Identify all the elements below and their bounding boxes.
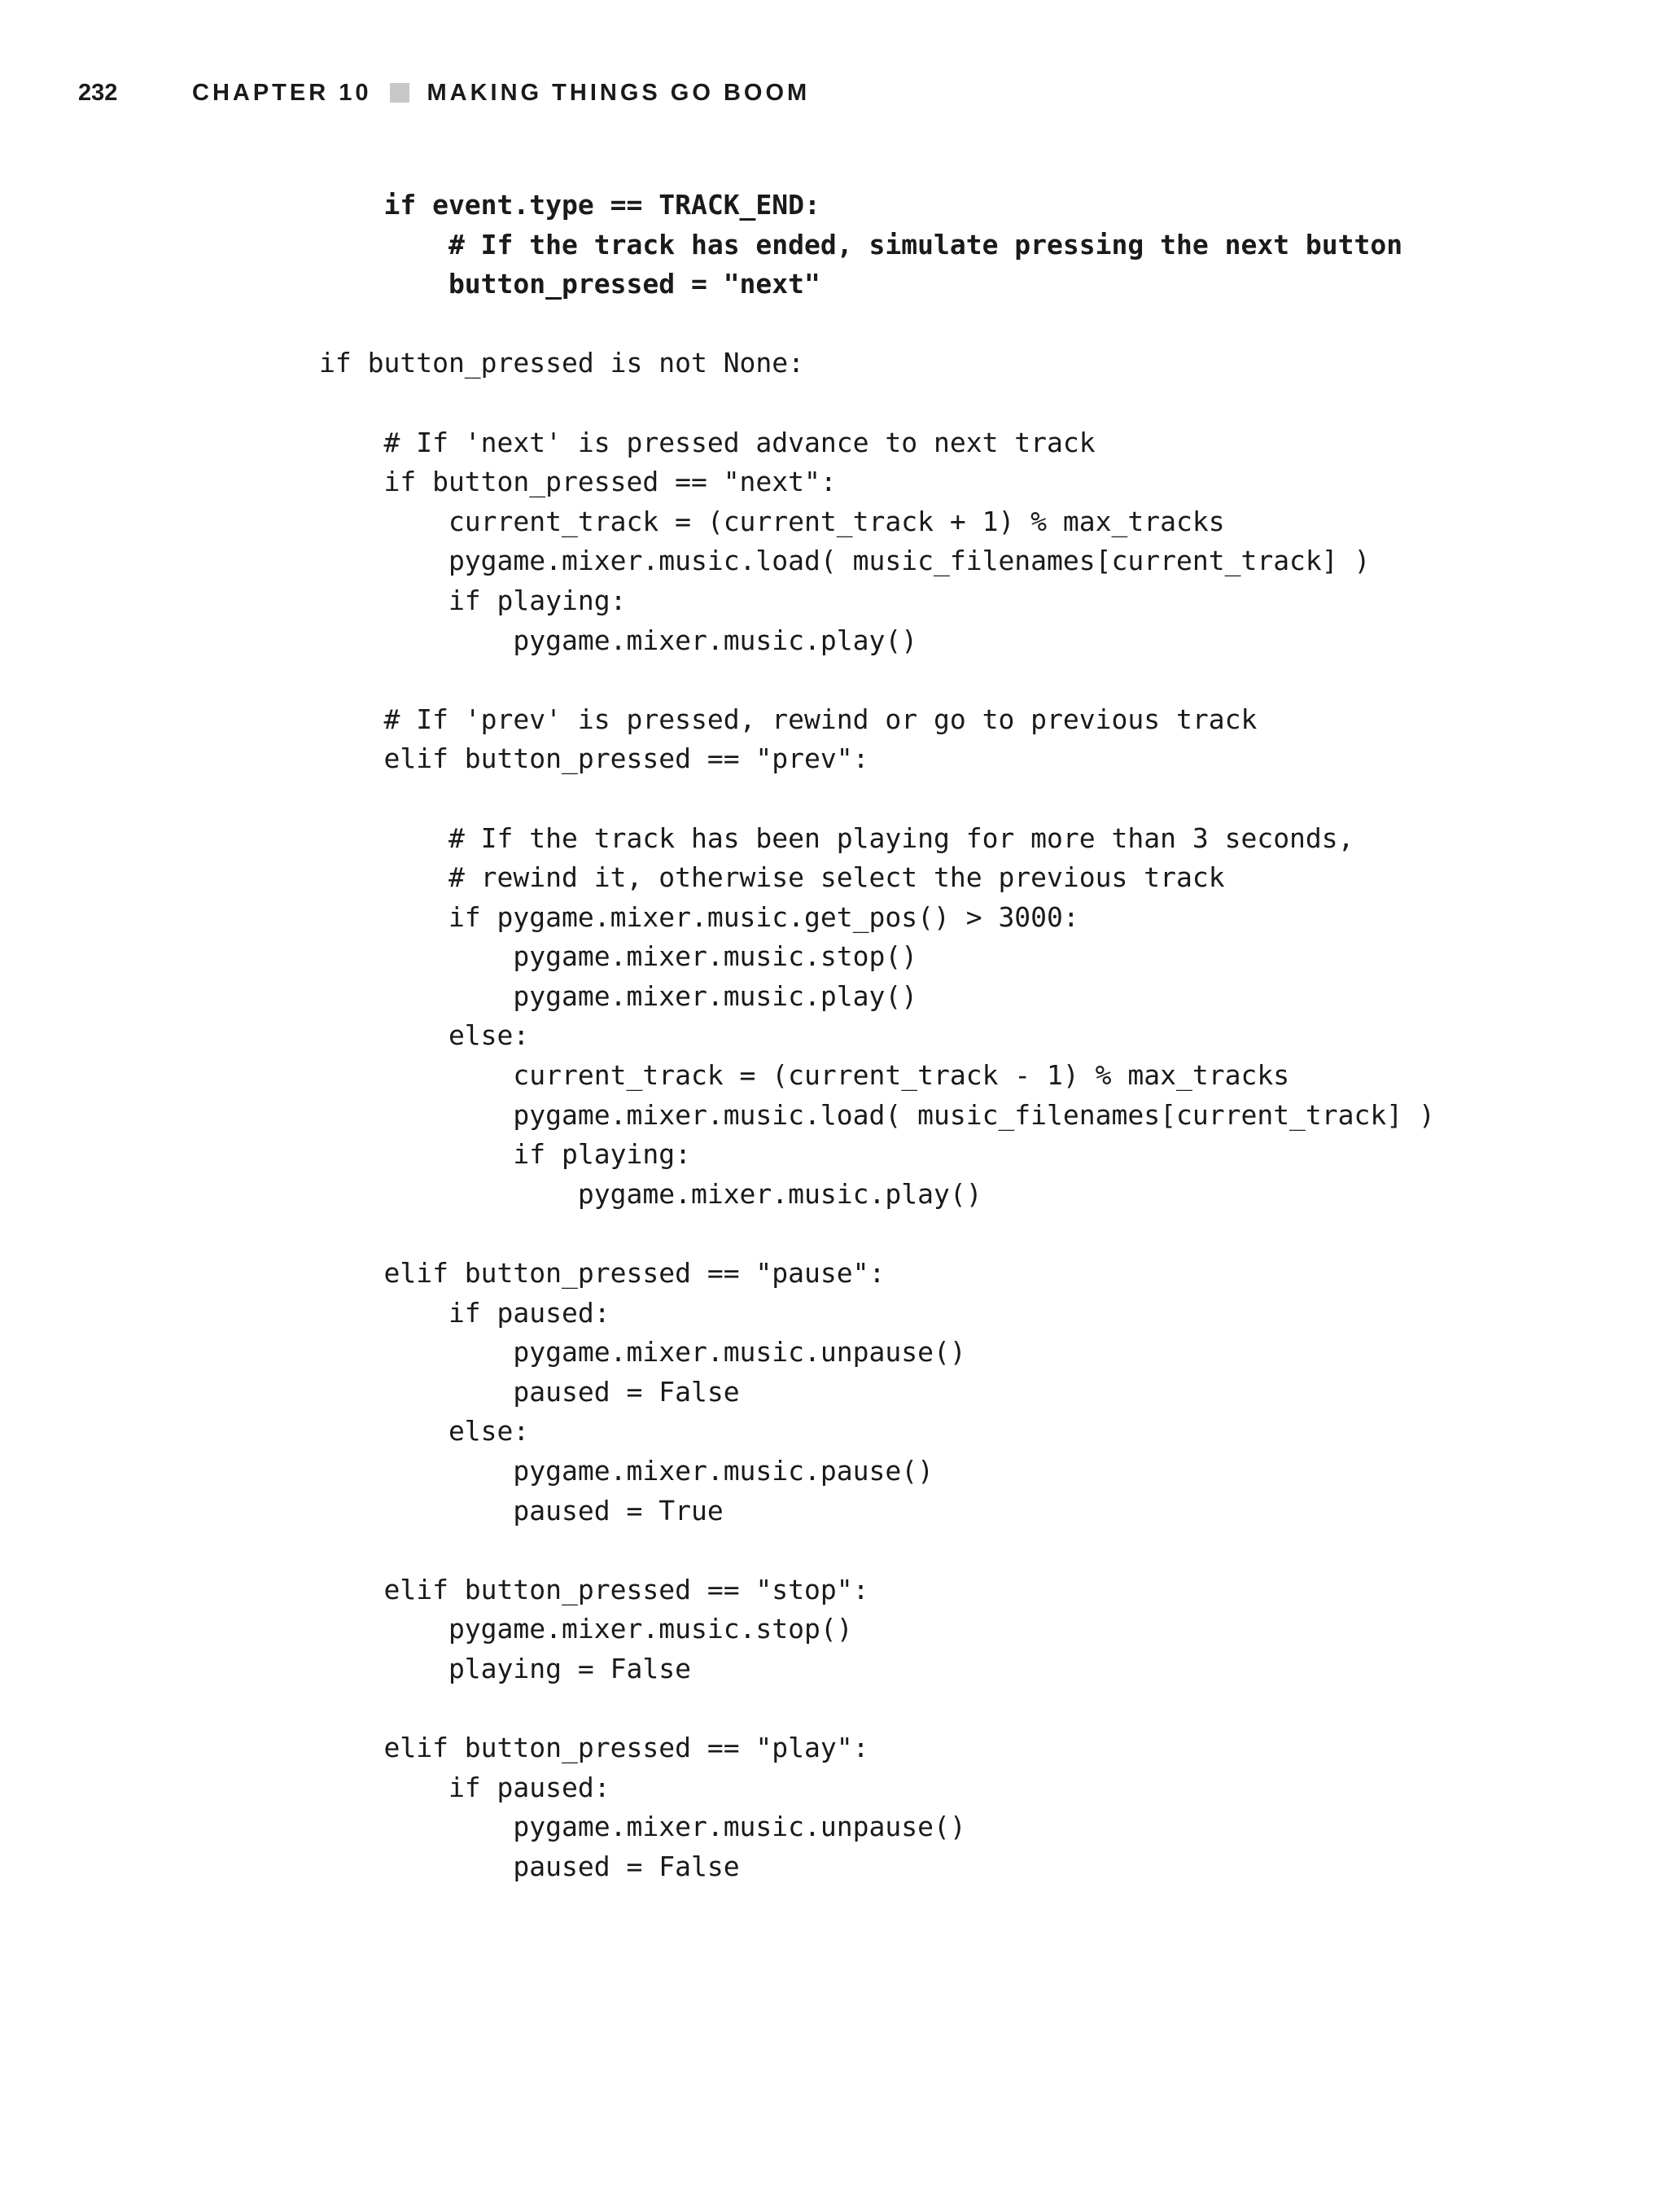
code-line: paused = False bbox=[319, 1375, 740, 1408]
code-line: pygame.mixer.music.play() bbox=[319, 1177, 982, 1210]
code-line bbox=[319, 304, 1435, 344]
code-line: pygame.mixer.music.stop() bbox=[319, 1613, 853, 1645]
code-line: else: bbox=[319, 1019, 530, 1052]
code-line: elif button_pressed == "prev": bbox=[319, 742, 869, 775]
code-line bbox=[319, 1689, 1435, 1729]
chapter-label: CHAPTER 10 bbox=[192, 79, 372, 106]
running-header bbox=[78, 75, 810, 111]
code-listing bbox=[319, 186, 1435, 1887]
code-line: if paused: bbox=[319, 1771, 610, 1803]
code-line bbox=[319, 1214, 1435, 1254]
code-line bbox=[319, 1531, 1435, 1570]
square-separator-icon bbox=[390, 83, 409, 103]
code-line: if playing: bbox=[319, 584, 627, 616]
code-line: pygame.mixer.music.pause() bbox=[319, 1455, 934, 1487]
code-line: pygame.mixer.music.unpause() bbox=[319, 1811, 966, 1843]
code-line: else: bbox=[319, 1415, 530, 1448]
code-line: if event.type == TRACK_END: bbox=[319, 189, 820, 221]
code-line: paused = False bbox=[319, 1850, 740, 1882]
code-line: elif button_pressed == "stop": bbox=[319, 1573, 869, 1605]
code-line: pygame.mixer.music.stop() bbox=[319, 940, 918, 973]
code-line: pygame.mixer.music.unpause() bbox=[319, 1336, 966, 1369]
code-line: current_track = (current_track - 1) % max_tracks bbox=[319, 1059, 1290, 1092]
code-line: pygame.mixer.music.load( music_filenames[current_track] ) bbox=[319, 1098, 1435, 1131]
code-line: # rewind it, otherwise select the previous track bbox=[319, 861, 1225, 894]
page-number: 232 bbox=[78, 79, 118, 106]
code-line bbox=[319, 660, 1435, 700]
code-line: if pygame.mixer.music.get_pos() > 3000: bbox=[319, 900, 1079, 933]
code-line: # If the track has ended, simulate pressing the next button bbox=[319, 228, 1403, 261]
code-line: if playing: bbox=[319, 1138, 691, 1171]
code-line: pygame.mixer.music.load( music_filenames[current_track] ) bbox=[319, 545, 1371, 577]
code-line: pygame.mixer.music.play() bbox=[319, 624, 918, 656]
code-line: # If the track has been playing for more than 3 seconds, bbox=[319, 821, 1354, 854]
code-line: elif button_pressed == "pause": bbox=[319, 1257, 886, 1290]
code-line: # If 'next' is pressed advance to next track bbox=[319, 426, 1096, 458]
code-line bbox=[319, 383, 1435, 423]
code-line: if button_pressed is not None: bbox=[319, 347, 805, 379]
code-line: playing = False bbox=[319, 1652, 691, 1684]
code-line: if paused: bbox=[319, 1296, 610, 1329]
code-line: elif button_pressed == "play": bbox=[319, 1732, 869, 1764]
code-line: # If 'prev' is pressed, rewind or go to previous track bbox=[319, 703, 1258, 735]
code-line bbox=[319, 779, 1435, 819]
chapter-title: MAKING THINGS GO BOOM bbox=[427, 79, 811, 106]
code-line: if button_pressed == "next": bbox=[319, 466, 837, 498]
code-line: paused = True bbox=[319, 1494, 724, 1526]
code-line: current_track = (current_track + 1) % max_tracks bbox=[319, 505, 1225, 537]
code-line: pygame.mixer.music.play() bbox=[319, 979, 918, 1012]
code-line: button_pressed = "next" bbox=[319, 268, 820, 300]
